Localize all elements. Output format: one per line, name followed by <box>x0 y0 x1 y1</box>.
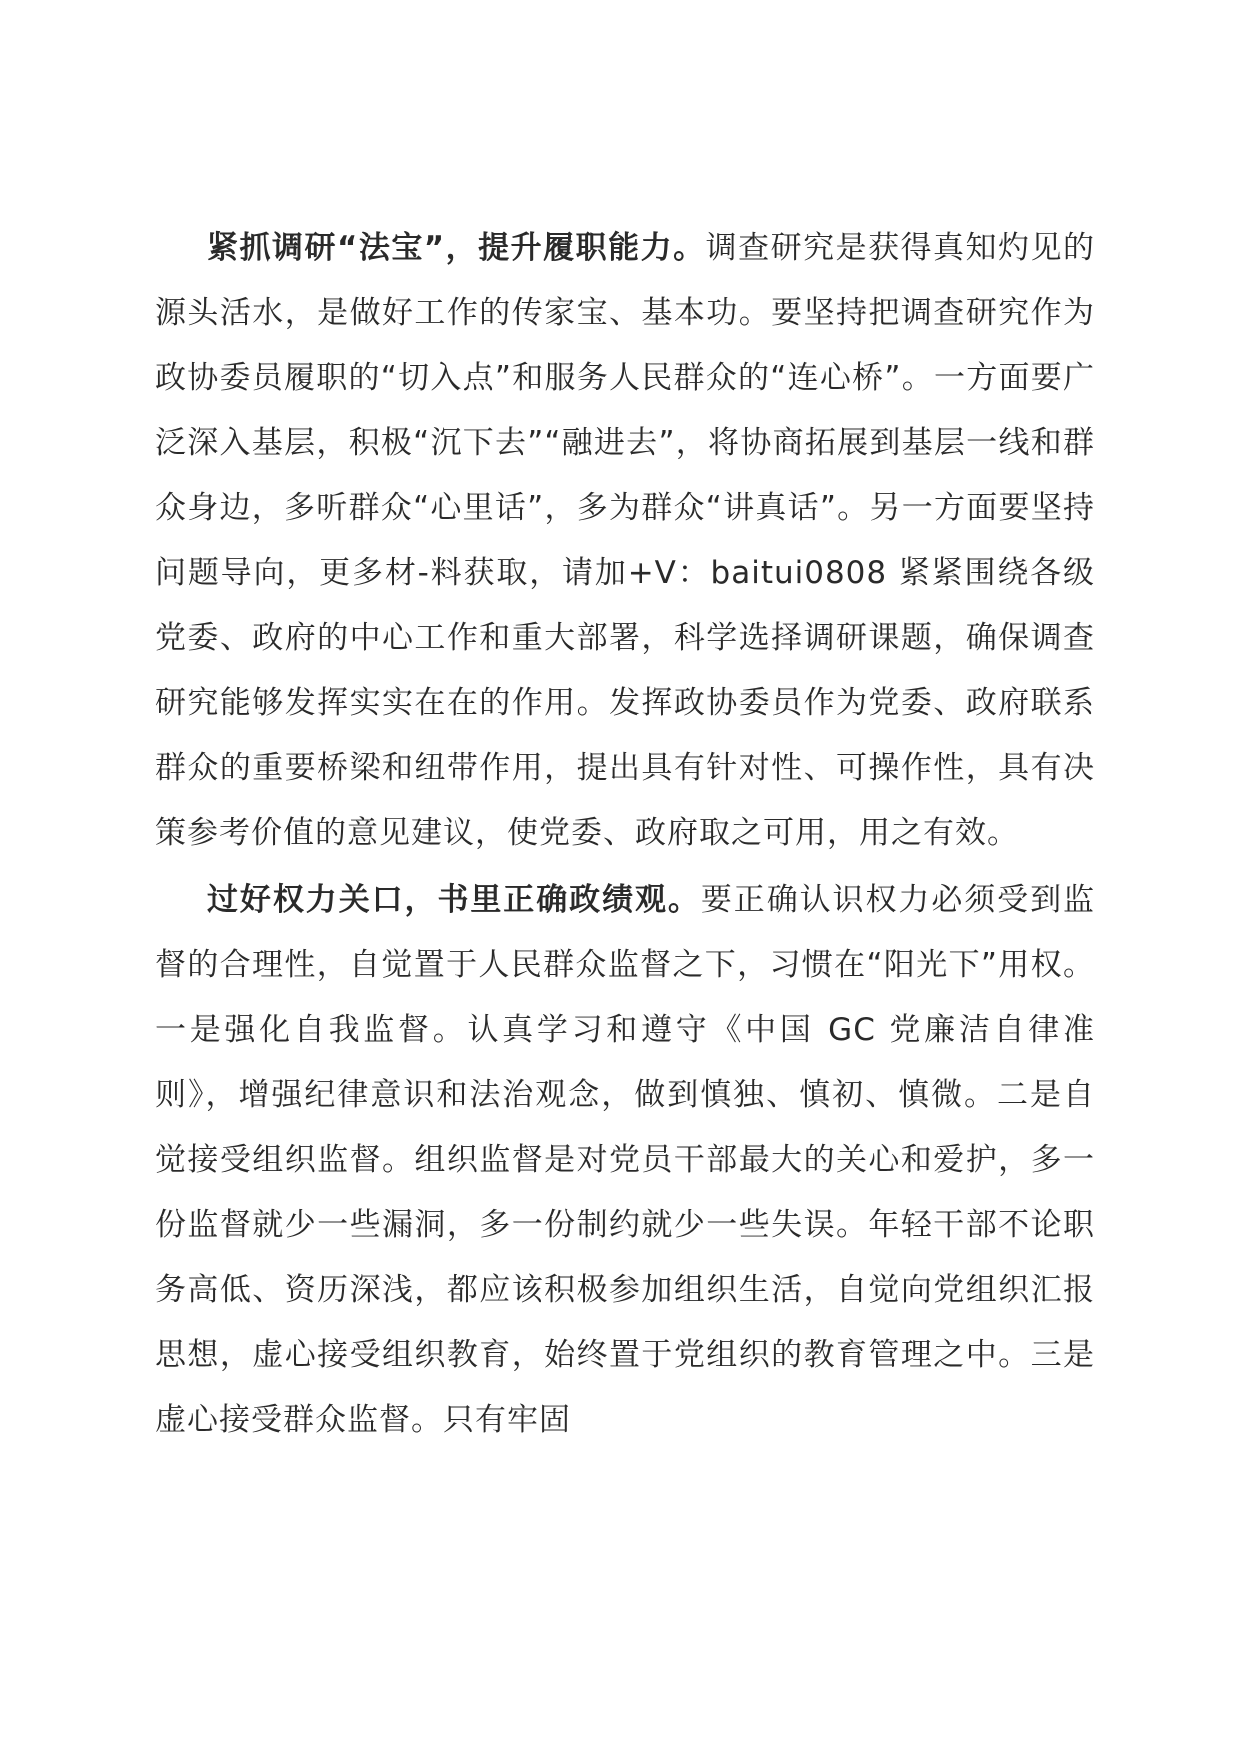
paragraph-heading: 过好权力关口，书里正确政绩观。 <box>207 882 701 918</box>
paragraph-heading: 紧抓调研“法宝”，提升履职能力。 <box>207 230 706 266</box>
paragraph-text: 要正确认识权力必须受到监督的合理性，自觉置于人民群众监督之下，习惯在“阳光下”用权。一是强化自我监督。认真学习和遵守《中国 GC 党廉洁自律准则》，增强纪律意识和法治观念，做到慎独、慎初、慎微。二是自觉接受组织监督。组织监督是对党员干部最大的关心和爱护，多一份监督就少一些漏洞，多一份制约就少一些失误。年轻干部不论职务高低、资历深浅，都应该积极参加组织生活，自觉向党组织汇报思想，虚心接受组织教育，始终置于党组织的教育管理之中。三是虚心接受群众监督。只有牢固 <box>155 882 1096 1438</box>
paragraph-research <box>155 216 1095 866</box>
document-body <box>155 216 1095 1455</box>
paragraph-power <box>155 868 1095 1453</box>
paragraph-text: 调查研究是获得真知灼见的源头活水，是做好工作的传家宝、基本功。要坚持把调查研究作为政协委员履职的“切入点”和服务人民群众的“连心桥”。一方面要广泛深入基层，积极“沉下去”“融进去”，将协商拓展到基层一线和群众身边，多听群众“心里话”，多为群众“讲真话”。另一方面要坚持问题导向，更多材-料获取，请加+V：baitui0808 紧紧围绕各级党委、政府的中心工作和重大部署，科学选择调研课题，确保调查研究能够发挥实实在在的作用。发挥政协委员作为党委、政府联系群众的重要桥梁和纽带作用，提出具有针对性、可操作性，具有决策参考价值的意见建议，使党委、政府取之可用，用之有效。 <box>155 230 1096 851</box>
